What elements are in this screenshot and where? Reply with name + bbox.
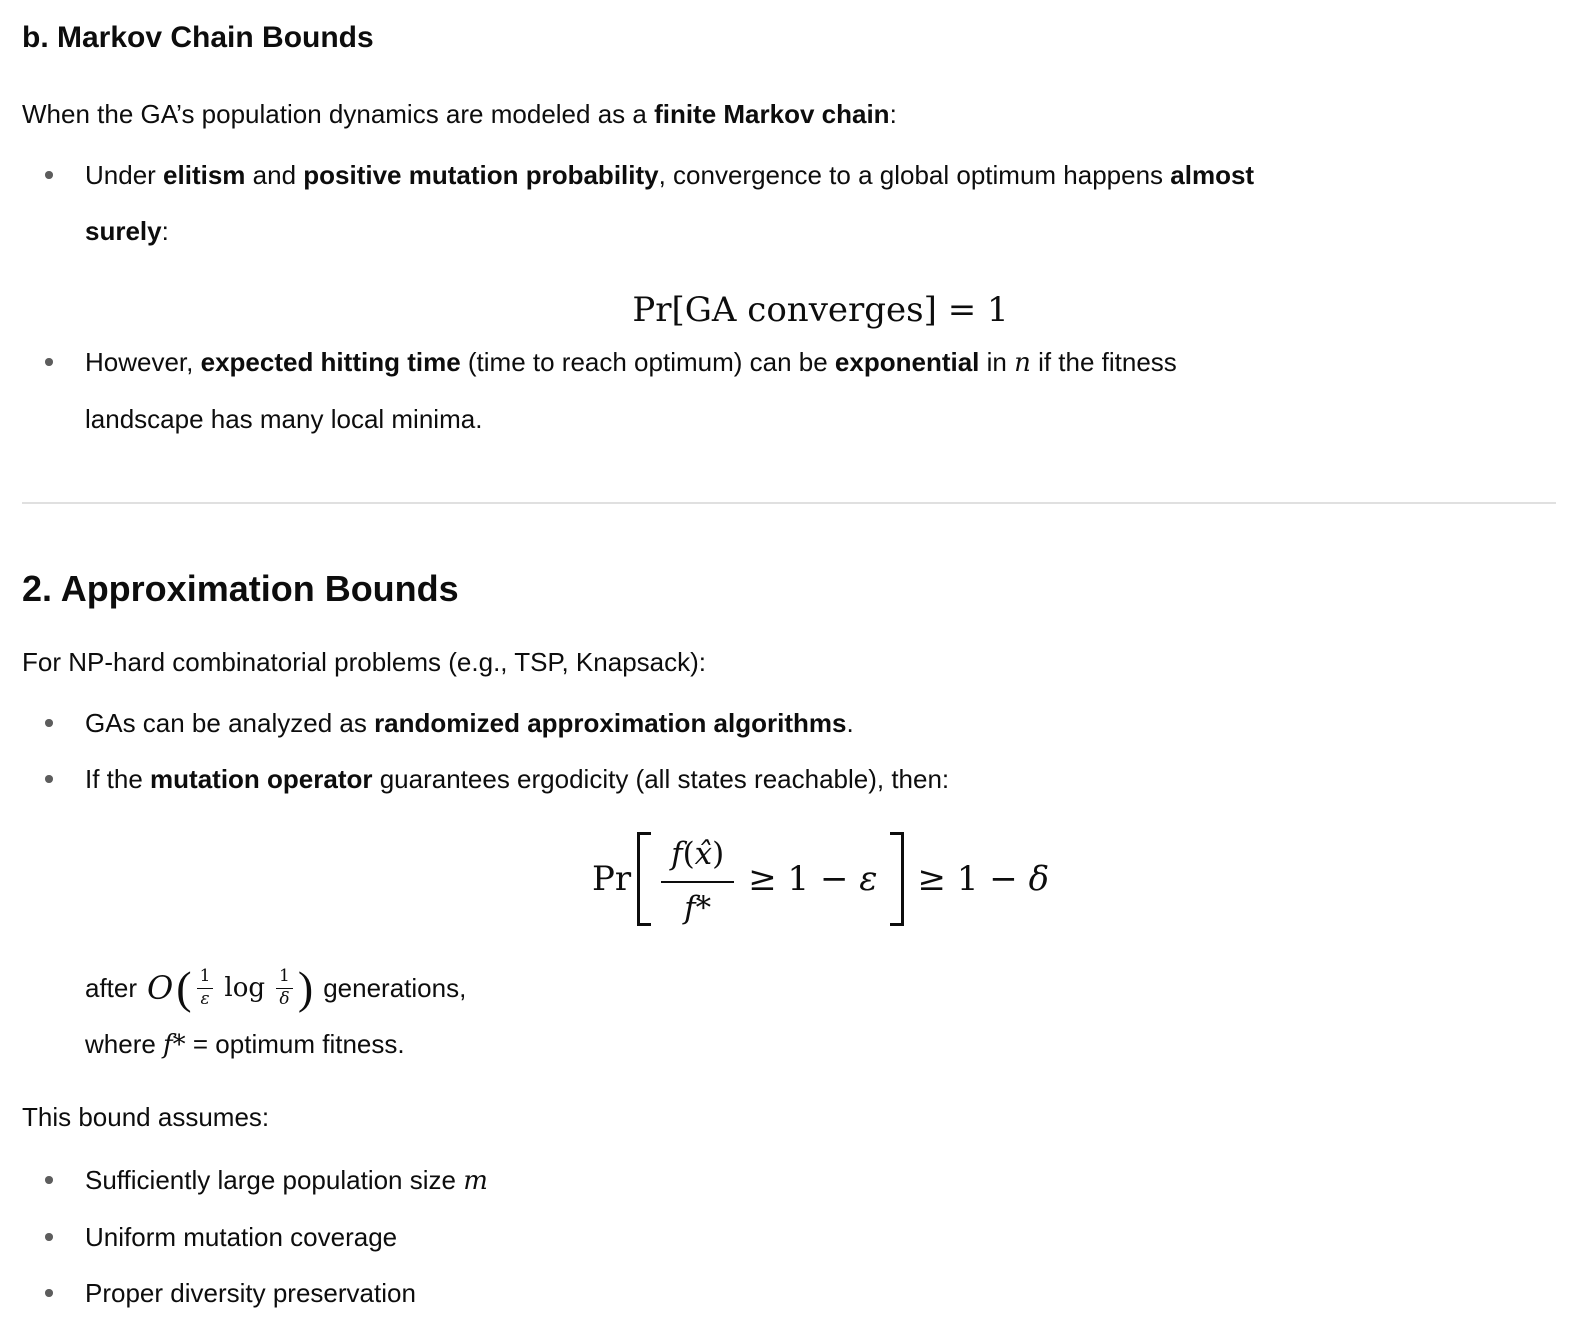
fraction-numerator: f(x̂) bbox=[661, 832, 734, 883]
after-suffix: generations, bbox=[323, 972, 467, 1003]
list-item-population-size bbox=[22, 1152, 1556, 1209]
approximation-list bbox=[22, 695, 1556, 1063]
fraction-one-over-delta: 1 δ bbox=[276, 967, 293, 1009]
bullet-icon bbox=[22, 1265, 85, 1321]
list-item-text: However, expected hitting time (time to reach optimum) can be exponential in n if the fitness landscape has many local minima. bbox=[85, 347, 1177, 434]
approximation-intro-paragraph: For NP-hard combinatorial problems (e.g., TSP, Knapsack): bbox=[22, 647, 706, 677]
pr-operator: Pr bbox=[591, 859, 632, 899]
approximation-bound-formula bbox=[85, 832, 1556, 926]
list-item-text: Under elitism and positive mutation probability, convergence to a global optimum happens almost surely: bbox=[85, 160, 1255, 246]
assumes-paragraph: This bound assumes: bbox=[22, 1102, 270, 1132]
big-o-symbol: O bbox=[147, 969, 174, 1007]
list-item-uniform-mutation bbox=[22, 1209, 1556, 1265]
fraction-one-over-epsilon: 1 ε bbox=[197, 967, 214, 1009]
list-item-hitting-time bbox=[22, 334, 1556, 447]
after-prefix: after bbox=[85, 972, 138, 1003]
list-item-diversity-preservation bbox=[22, 1265, 1556, 1321]
list-item-text: Proper diversity preservation bbox=[85, 1278, 416, 1308]
section-heading-approximation: 2. Approximation Bounds bbox=[22, 568, 459, 609]
big-o-expression bbox=[147, 962, 314, 1013]
list-item-elitism bbox=[22, 147, 1556, 334]
section-divider bbox=[22, 502, 1556, 504]
close-paren: ) bbox=[297, 962, 314, 1013]
open-paren: ( bbox=[176, 962, 192, 1013]
markov-intro-paragraph: When the GA’s population dynamics are modeled as a finite Markov chain: bbox=[22, 99, 897, 129]
list-item-text: Sufficiently large population size m bbox=[85, 1165, 488, 1196]
section-heading-markov: b. Markov Chain Bounds bbox=[22, 21, 374, 54]
bullet-icon bbox=[22, 1152, 85, 1208]
convergence-formula: Pr[GA converges] = 1 bbox=[632, 290, 1009, 330]
log-operator: log bbox=[224, 973, 266, 1003]
where-optimum-line: where f* = optimum fitness. bbox=[85, 1029, 405, 1060]
after-generations-line bbox=[85, 956, 1556, 1020]
markov-list bbox=[22, 147, 1556, 447]
assumptions-list bbox=[22, 1152, 1556, 1321]
list-item-text: Uniform mutation coverage bbox=[85, 1222, 398, 1252]
bullet-icon bbox=[22, 334, 85, 390]
outer-relation: ≥ 1 − δ bbox=[917, 859, 1050, 899]
right-bracket-icon bbox=[890, 832, 904, 926]
bullet-icon bbox=[22, 1209, 85, 1265]
bullet-icon bbox=[22, 695, 85, 751]
inner-relation: ≥ 1 − ε bbox=[748, 859, 878, 899]
bullet-icon bbox=[22, 147, 85, 203]
list-item-text: If the mutation operator guarantees ergodicity (all states reachable), then: bbox=[85, 764, 950, 794]
list-item-text: GAs can be analyzed as randomized approximation algorithms. bbox=[85, 708, 854, 738]
fraction-denominator: f* bbox=[684, 890, 712, 926]
list-item-mutation-operator bbox=[22, 751, 1556, 1063]
left-bracket-icon bbox=[637, 832, 651, 926]
list-item-randomized bbox=[22, 695, 1556, 751]
bullet-icon bbox=[22, 751, 85, 807]
fraction bbox=[661, 832, 734, 926]
